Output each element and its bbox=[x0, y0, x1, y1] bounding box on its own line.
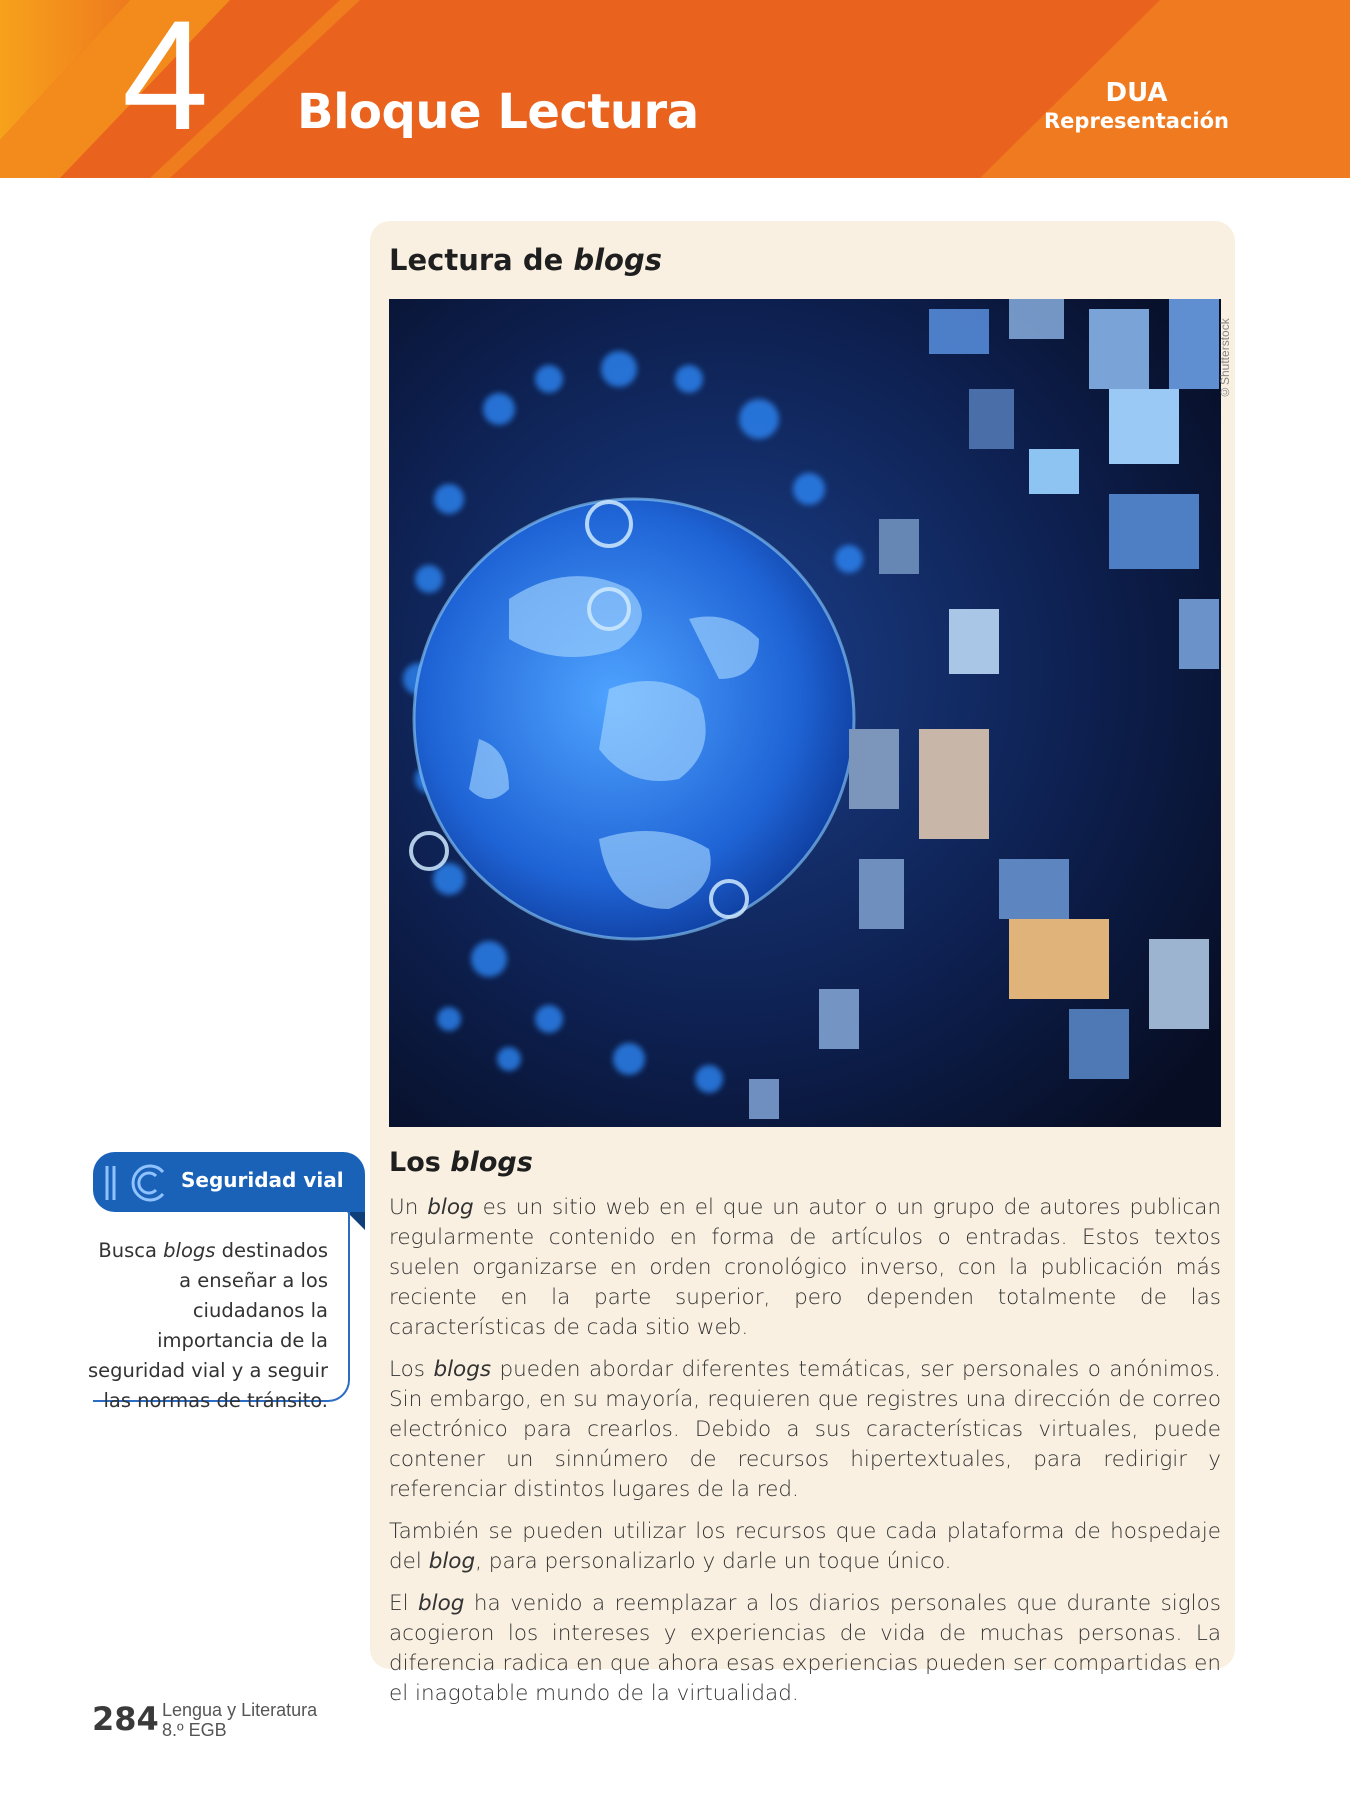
paragraph: También se pueden utilizar los recursos que cada plataforma de hospedaje del blog, para personalizarlo y darle un toque único. bbox=[389, 1519, 1221, 1574]
sidebar-box bbox=[88, 1212, 350, 1412]
section-title-plain: Los bbox=[389, 1147, 451, 1178]
unit-number: 4 bbox=[122, 0, 209, 163]
ic-logo-icon bbox=[101, 1162, 171, 1204]
dua-subtitle: Representación bbox=[1044, 109, 1229, 133]
unit-header-banner bbox=[0, 0, 1350, 178]
image-credit: ©Shutterstock bbox=[1218, 318, 1232, 399]
digital-globe-image bbox=[389, 299, 1221, 1127]
subject-info bbox=[162, 1700, 317, 1740]
paragraph: Los blogs pueden abordar diferentes temáticas, ser personales o anónimos. Sin embargo, en su mayoría, requieren que registres una dirección de correo electrónico para crearlos. Debido a sus características virtuales, puede contener un sinnúmero de recursos hipertextuales, para redirigir y referenciar distintos lugares de la red. bbox=[389, 1357, 1222, 1502]
paragraph: Un blog es un sitio web en el que un autor o un grupo de autores publican regularmente contenido en forma de artículos o entradas. Estos textos suelen organizarse en orden cronológico inverso, con la publicación más reciente en la parte superior, pero dependen totalmente de las características de cada sitio web. bbox=[389, 1195, 1221, 1340]
grade-level: 8.º EGB bbox=[162, 1720, 227, 1740]
card-title-italic: blogs bbox=[573, 243, 662, 277]
paragraphs bbox=[389, 1193, 1221, 1721]
page-number: 284 bbox=[92, 1700, 159, 1738]
globe-illustration bbox=[389, 299, 1221, 1127]
block-title: Bloque Lectura bbox=[297, 84, 699, 140]
section-title-italic: blogs bbox=[450, 1147, 533, 1178]
sidebar-label: Seguridad vial bbox=[181, 1168, 344, 1192]
card-title bbox=[389, 243, 662, 277]
dua-label bbox=[1044, 78, 1229, 134]
card-title-plain: Lectura de bbox=[389, 243, 574, 277]
section-title bbox=[389, 1147, 533, 1178]
sidebar-tab bbox=[93, 1152, 365, 1212]
dua-title: DUA bbox=[1105, 78, 1168, 108]
subject-name: Lengua y Literatura bbox=[162, 1700, 318, 1720]
paragraph: El blog ha venido a reemplazar a los diarios personales que durante siglos acogieron los intereses y experiencias de vida de muchas personas. La diferencia radica en que ahora esas experiencias pueden ser compartidas en el inagotable mundo de la virtualidad. bbox=[389, 1591, 1221, 1706]
sidebar-text: Busca blogs destinados a enseñar a los ciudadanos la importancia de la seguridad vial y a seguir las normas de tránsito. bbox=[88, 1239, 328, 1412]
reading-card bbox=[370, 221, 1235, 1706]
